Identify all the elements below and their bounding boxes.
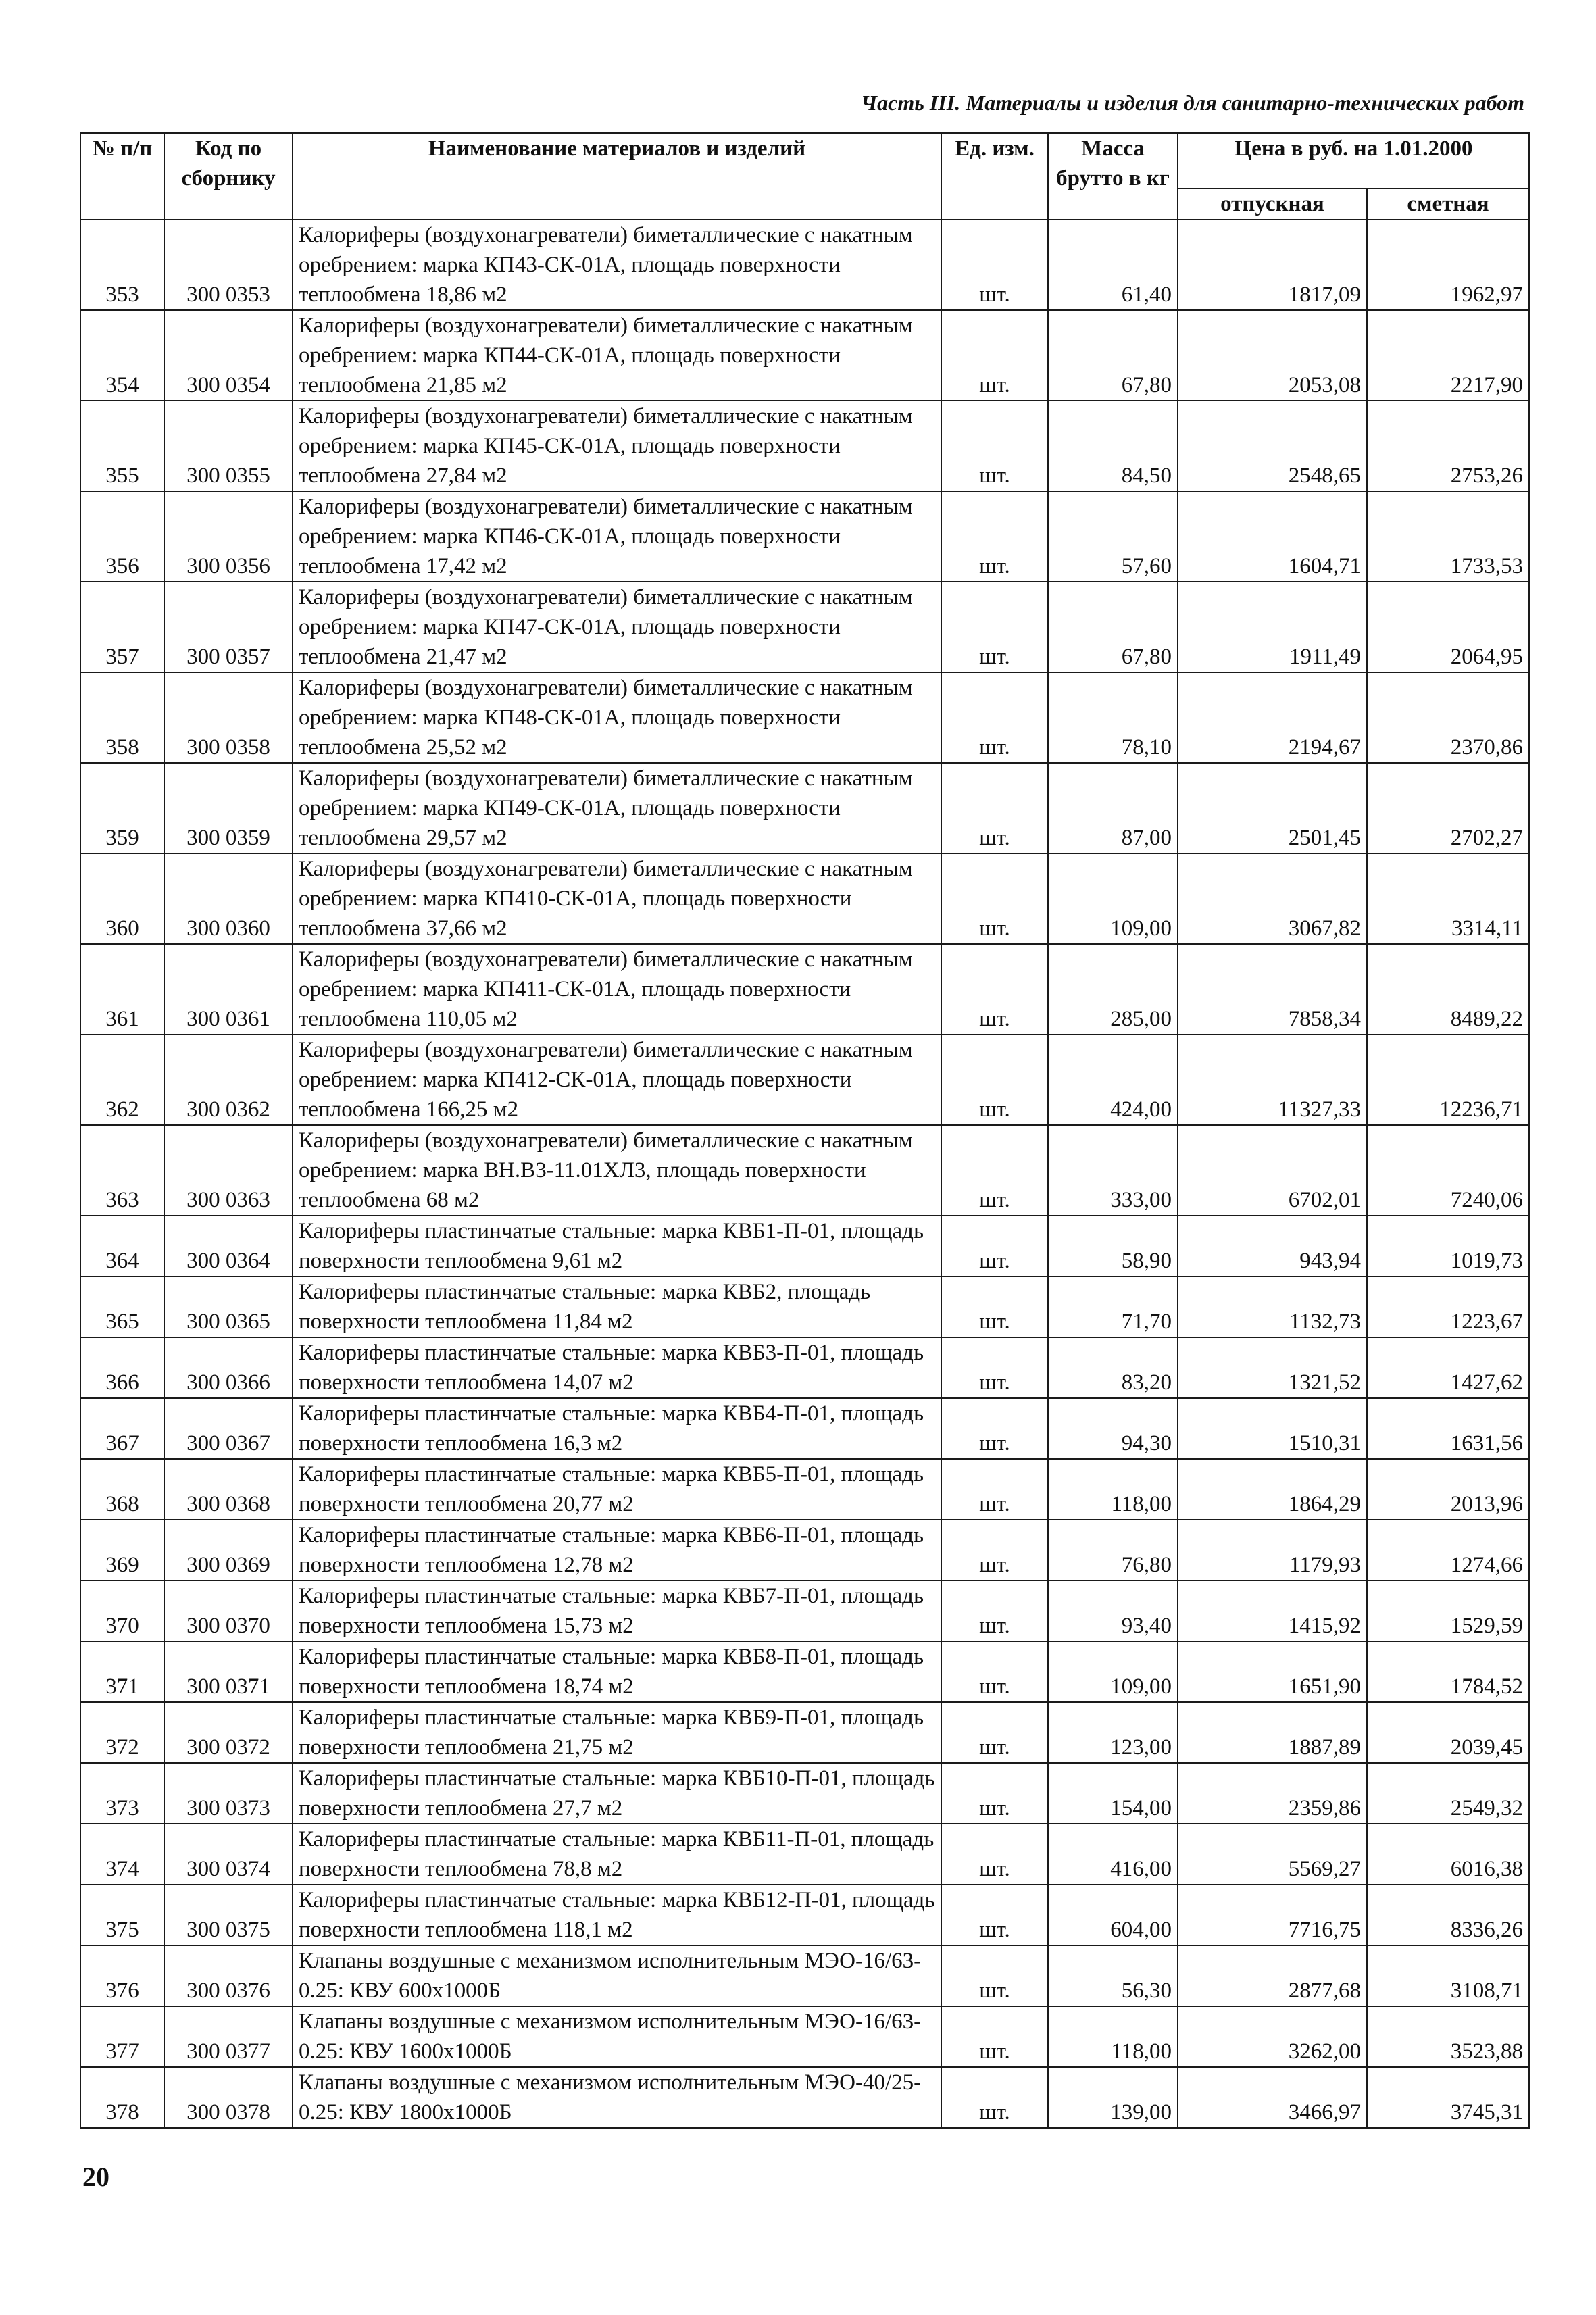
row-unit: шт. [941,2006,1048,2067]
row-code: 300 0360 [164,853,293,944]
row-name: Калориферы (воздухонагреватели) биметаллические с накатным оребрением: марка КП48-СК-01А, площадь поверхности теплообмена 25,52 м2 [293,672,941,763]
row-name: Калориферы (воздухонагреватели) биметаллические с накатным оребрением: марка КП412-СК-01А, площадь поверхности теплообмена 166,25 м2 [293,1035,941,1125]
header-mass: Масса брутто в кг [1048,133,1178,220]
row-number: 369 [80,1520,164,1580]
row-price-estimate: 1529,59 [1367,1580,1529,1641]
table-row [80,1824,1529,1885]
row-unit: шт. [941,763,1048,853]
row-mass: 285,00 [1048,944,1178,1035]
table-row [80,491,1529,582]
row-number: 362 [80,1035,164,1125]
row-price-estimate: 1784,52 [1367,1641,1529,1702]
table-row [80,1763,1529,1824]
row-number: 366 [80,1337,164,1398]
row-unit: шт. [941,1398,1048,1459]
row-price-estimate: 2753,26 [1367,401,1529,491]
row-mass: 333,00 [1048,1125,1178,1216]
row-price-estimate: 1274,66 [1367,1520,1529,1580]
row-unit: шт. [941,401,1048,491]
row-name: Калориферы пластинчатые стальные: марка КВБ8-П-01, площадь поверхности теплообмена 18,74 м2 [293,1641,941,1702]
row-number: 363 [80,1125,164,1216]
row-name: Клапаны воздушные с механизмом исполнительным МЭО-16/63-0.25: КВУ 1600х1000Б [293,2006,941,2067]
row-name: Калориферы (воздухонагреватели) биметаллические с накатным оребрением: марка КП46-СК-01А, площадь поверхности теплообмена 17,42 м2 [293,491,941,582]
table-row [80,1337,1529,1398]
row-mass: 84,50 [1048,401,1178,491]
table-row [80,1459,1529,1520]
row-price-estimate: 2549,32 [1367,1763,1529,1824]
row-name: Калориферы (воздухонагреватели) биметаллические с накатным оребрением: марка КП47-СК-01А, площадь поверхности теплообмена 21,47 м2 [293,582,941,672]
row-code: 300 0358 [164,672,293,763]
table-body [80,220,1529,2128]
row-unit: шт. [941,220,1048,310]
row-price-estimate: 1223,67 [1367,1276,1529,1337]
row-number: 378 [80,2067,164,2128]
table-row [80,672,1529,763]
row-code: 300 0365 [164,1276,293,1337]
row-number: 359 [80,763,164,853]
row-unit: шт. [941,1035,1048,1125]
row-mass: 154,00 [1048,1763,1178,1824]
row-mass: 61,40 [1048,220,1178,310]
row-price-release: 2548,65 [1178,401,1367,491]
row-code: 300 0371 [164,1641,293,1702]
row-number: 371 [80,1641,164,1702]
row-mass: 118,00 [1048,2006,1178,2067]
row-unit: шт. [941,582,1048,672]
row-number: 373 [80,1763,164,1824]
row-price-estimate: 2370,86 [1367,672,1529,763]
row-name: Калориферы пластинчатые стальные: марка КВБ3-П-01, площадь поверхности теплообмена 14,07 м2 [293,1337,941,1398]
row-number: 358 [80,672,164,763]
row-number: 365 [80,1276,164,1337]
row-mass: 94,30 [1048,1398,1178,1459]
row-code: 300 0368 [164,1459,293,1520]
row-name: Калориферы пластинчатые стальные: марка КВБ4-П-01, площадь поверхности теплообмена 16,3 м2 [293,1398,941,1459]
row-mass: 93,40 [1048,1580,1178,1641]
row-unit: шт. [941,2067,1048,2128]
row-number: 364 [80,1216,164,1276]
row-number: 355 [80,401,164,491]
row-name: Калориферы пластинчатые стальные: марка КВБ2, площадь поверхности теплообмена 11,84 м2 [293,1276,941,1337]
row-mass: 78,10 [1048,672,1178,763]
table-row [80,1885,1529,1945]
row-price-estimate: 3108,71 [1367,1945,1529,2006]
row-unit: шт. [941,1276,1048,1337]
row-price-release: 1321,52 [1178,1337,1367,1398]
row-unit: шт. [941,1824,1048,1885]
row-price-release: 1864,29 [1178,1459,1367,1520]
row-name: Калориферы пластинчатые стальные: марка КВБ5-П-01, площадь поверхности теплообмена 20,77 м2 [293,1459,941,1520]
price-table [80,132,1530,2129]
row-price-estimate: 3745,31 [1367,2067,1529,2128]
row-price-release: 6702,01 [1178,1125,1367,1216]
header-num: № п/п [80,133,164,220]
row-number: 354 [80,310,164,401]
row-unit: шт. [941,1459,1048,1520]
row-price-estimate: 12236,71 [1367,1035,1529,1125]
row-price-release: 1132,73 [1178,1276,1367,1337]
row-name: Калориферы (воздухонагреватели) биметаллические с накатным оребрением: марка КП410-СК-01А, площадь поверхности теплообмена 37,66 м2 [293,853,941,944]
table-row [80,763,1529,853]
row-number: 356 [80,491,164,582]
row-price-release: 1179,93 [1178,1520,1367,1580]
table-row [80,310,1529,401]
row-code: 300 0357 [164,582,293,672]
row-price-estimate: 6016,38 [1367,1824,1529,1885]
row-price-estimate: 1019,73 [1367,1216,1529,1276]
row-price-estimate: 2702,27 [1367,763,1529,853]
row-price-estimate: 8336,26 [1367,1885,1529,1945]
row-unit: шт. [941,672,1048,763]
row-unit: шт. [941,1580,1048,1641]
row-name: Калориферы (воздухонагреватели) биметаллические с накатным оребрением: марка КП49-СК-01А, площадь поверхности теплообмена 29,57 м2 [293,763,941,853]
page-number: 20 [82,2162,109,2192]
row-name: Калориферы пластинчатые стальные: марка КВБ10-П-01, площадь поверхности теплообмена 27,7 м2 [293,1763,941,1824]
row-number: 360 [80,853,164,944]
row-name: Калориферы (воздухонагреватели) биметаллические с накатным оребрением: марка КП45-СК-01А, площадь поверхности теплообмена 27,84 м2 [293,401,941,491]
table-header [80,133,1529,220]
row-price-release: 1415,92 [1178,1580,1367,1641]
row-code: 300 0353 [164,220,293,310]
row-unit: шт. [941,1337,1048,1398]
row-code: 300 0356 [164,491,293,582]
row-price-estimate: 2039,45 [1367,1702,1529,1763]
table-row [80,1702,1529,1763]
row-mass: 139,00 [1048,2067,1178,2128]
row-number: 367 [80,1398,164,1459]
table-row [80,401,1529,491]
row-code: 300 0372 [164,1702,293,1763]
row-mass: 76,80 [1048,1520,1178,1580]
header-price-estimate: сметная [1367,189,1529,220]
row-number: 368 [80,1459,164,1520]
row-mass: 58,90 [1048,1216,1178,1276]
row-number: 374 [80,1824,164,1885]
table-row [80,1945,1529,2006]
row-name: Калориферы пластинчатые стальные: марка КВБ11-П-01, площадь поверхности теплообмена 78,8 м2 [293,1824,941,1885]
row-unit: шт. [941,853,1048,944]
row-number: 372 [80,1702,164,1763]
row-code: 300 0376 [164,1945,293,2006]
table-row [80,853,1529,944]
table-row [80,2006,1529,2067]
row-price-estimate: 1733,53 [1367,491,1529,582]
row-price-release: 2877,68 [1178,1945,1367,2006]
row-name: Калориферы (воздухонагреватели) биметаллические с накатным оребрением: марка КП411-СК-01А, площадь поверхности теплообмена 110,05 м2 [293,944,941,1035]
row-mass: 604,00 [1048,1885,1178,1945]
table-row [80,1035,1529,1125]
row-name: Калориферы пластинчатые стальные: марка КВБ1-П-01, площадь поверхности теплообмена 9,61 м2 [293,1216,941,1276]
header-price-group: Цена в руб. на 1.01.2000 [1178,133,1529,189]
table-row [80,1641,1529,1702]
table-row [80,2067,1529,2128]
row-unit: шт. [941,1216,1048,1276]
row-mass: 424,00 [1048,1035,1178,1125]
row-mass: 71,70 [1048,1276,1178,1337]
row-code: 300 0378 [164,2067,293,2128]
row-price-release: 1510,31 [1178,1398,1367,1459]
row-mass: 416,00 [1048,1824,1178,1885]
row-price-estimate: 3523,88 [1367,2006,1529,2067]
row-code: 300 0359 [164,763,293,853]
row-code: 300 0369 [164,1520,293,1580]
row-name: Калориферы (воздухонагреватели) биметаллические с накатным оребрением: марка КП44-СК-01А, площадь поверхности теплообмена 21,85 м2 [293,310,941,401]
row-number: 357 [80,582,164,672]
row-number: 377 [80,2006,164,2067]
row-price-release: 1911,49 [1178,582,1367,672]
row-mass: 87,00 [1048,763,1178,853]
row-price-release: 1651,90 [1178,1641,1367,1702]
row-mass: 67,80 [1048,310,1178,401]
table-row [80,1276,1529,1337]
row-price-estimate: 2217,90 [1367,310,1529,401]
row-code: 300 0364 [164,1216,293,1276]
row-number: 376 [80,1945,164,2006]
row-name: Клапаны воздушные с механизмом исполнительным МЭО-40/25-0.25: КВУ 1800х1000Б [293,2067,941,2128]
row-price-estimate: 8489,22 [1367,944,1529,1035]
row-price-estimate: 1427,62 [1367,1337,1529,1398]
row-price-release: 7716,75 [1178,1885,1367,1945]
row-code: 300 0377 [164,2006,293,2067]
table-row [80,582,1529,672]
row-price-estimate: 7240,06 [1367,1125,1529,1216]
row-number: 370 [80,1580,164,1641]
row-code: 300 0366 [164,1337,293,1398]
row-price-estimate: 1631,56 [1367,1398,1529,1459]
row-price-release: 3466,97 [1178,2067,1367,2128]
row-code: 300 0367 [164,1398,293,1459]
row-unit: шт. [941,1945,1048,2006]
table-row [80,1125,1529,1216]
row-code: 300 0375 [164,1885,293,1945]
header-unit: Ед. изм. [941,133,1048,220]
row-unit: шт. [941,310,1048,401]
row-price-release: 1817,09 [1178,220,1367,310]
table-row [80,220,1529,310]
row-price-release: 3067,82 [1178,853,1367,944]
row-name: Калориферы пластинчатые стальные: марка КВБ9-П-01, площадь поверхности теплообмена 21,75 м2 [293,1702,941,1763]
row-price-release: 1604,71 [1178,491,1367,582]
row-unit: шт. [941,944,1048,1035]
row-price-estimate: 3314,11 [1367,853,1529,944]
row-price-estimate: 2064,95 [1367,582,1529,672]
row-price-release: 1887,89 [1178,1702,1367,1763]
row-mass: 109,00 [1048,1641,1178,1702]
row-unit: шт. [941,1702,1048,1763]
running-head: Часть III. Материалы и изделия для санитарно-технических работ [861,91,1524,115]
row-price-release: 2501,45 [1178,763,1367,853]
row-price-release: 943,94 [1178,1216,1367,1276]
row-name: Калориферы пластинчатые стальные: марка КВБ12-П-01, площадь поверхности теплообмена 118,1 м2 [293,1885,941,1945]
table-row [80,1580,1529,1641]
row-mass: 83,20 [1048,1337,1178,1398]
row-mass: 67,80 [1048,582,1178,672]
row-code: 300 0373 [164,1763,293,1824]
row-code: 300 0354 [164,310,293,401]
row-code: 300 0355 [164,401,293,491]
header-row [80,133,1529,189]
table-row [80,1520,1529,1580]
price-table-container [80,132,1528,2129]
row-price-release: 11327,33 [1178,1035,1367,1125]
row-price-release: 7858,34 [1178,944,1367,1035]
table-row [80,1216,1529,1276]
row-code: 300 0363 [164,1125,293,1216]
row-code: 300 0361 [164,944,293,1035]
row-number: 353 [80,220,164,310]
row-mass: 118,00 [1048,1459,1178,1520]
row-number: 361 [80,944,164,1035]
row-unit: шт. [941,1763,1048,1824]
row-price-release: 2359,86 [1178,1763,1367,1824]
row-unit: шт. [941,1641,1048,1702]
header-name: Наименование материалов и изделий [293,133,941,220]
row-code: 300 0374 [164,1824,293,1885]
row-unit: шт. [941,1125,1048,1216]
row-price-release: 2053,08 [1178,310,1367,401]
row-name: Калориферы пластинчатые стальные: марка КВБ6-П-01, площадь поверхности теплообмена 12,78 м2 [293,1520,941,1580]
table-row [80,944,1529,1035]
row-unit: шт. [941,1520,1048,1580]
row-code: 300 0370 [164,1580,293,1641]
row-name: Калориферы (воздухонагреватели) биметаллические с накатным оребрением: марка ВН.В3-11.01ХЛ3, площадь поверхности теплообмена 68 м2 [293,1125,941,1216]
header-price-release: отпускная [1178,189,1367,220]
table-row [80,1398,1529,1459]
row-name: Калориферы (воздухонагреватели) биметаллические с накатным оребрением: марка КП43-СК-01А, площадь поверхности теплообмена 18,86 м2 [293,220,941,310]
row-name: Клапаны воздушные с механизмом исполнительным МЭО-16/63-0.25: КВУ 600х1000Б [293,1945,941,2006]
row-price-release: 5569,27 [1178,1824,1367,1885]
row-name: Калориферы пластинчатые стальные: марка КВБ7-П-01, площадь поверхности теплообмена 15,73 м2 [293,1580,941,1641]
row-price-release: 3262,00 [1178,2006,1367,2067]
row-unit: шт. [941,1885,1048,1945]
header-code: Код по сборнику [164,133,293,220]
row-mass: 57,60 [1048,491,1178,582]
row-mass: 123,00 [1048,1702,1178,1763]
row-unit: шт. [941,491,1048,582]
row-price-estimate: 2013,96 [1367,1459,1529,1520]
row-number: 375 [80,1885,164,1945]
row-code: 300 0362 [164,1035,293,1125]
row-mass: 109,00 [1048,853,1178,944]
row-price-release: 2194,67 [1178,672,1367,763]
row-price-estimate: 1962,97 [1367,220,1529,310]
row-mass: 56,30 [1048,1945,1178,2006]
